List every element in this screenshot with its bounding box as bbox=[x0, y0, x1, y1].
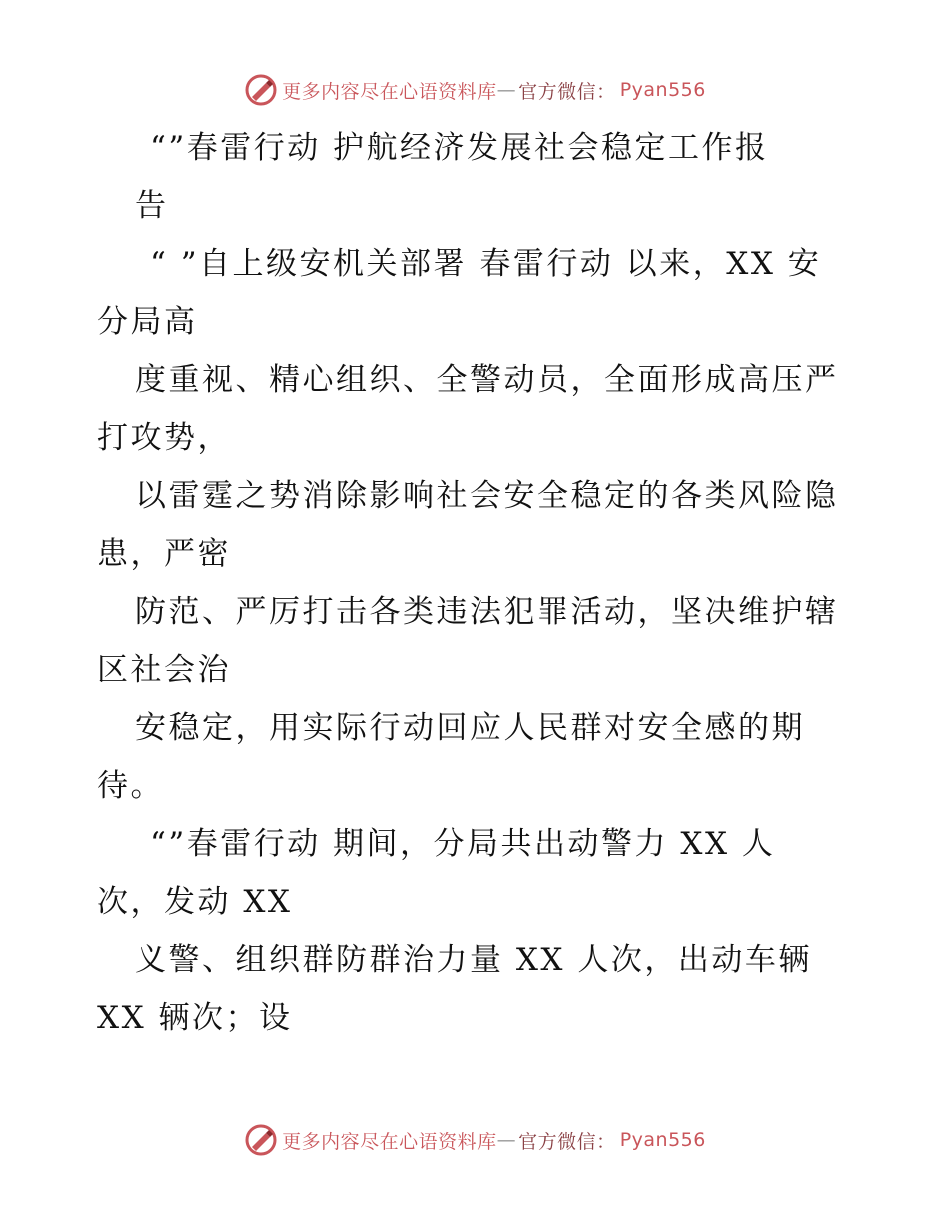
wechat-id: Pyan556 bbox=[619, 79, 706, 101]
doc-line: 分局高 bbox=[97, 304, 198, 340]
doc-line: 防范、严厉打击各类违法犯罪活动，坚决维护辖 bbox=[135, 594, 839, 630]
watermark-footer bbox=[0, 1120, 950, 1160]
doc-line: 安稳定，用实际行动回应人民群对安全感的期 bbox=[135, 710, 805, 746]
watermark-separator: — bbox=[496, 1129, 517, 1151]
doc-line: “”春雷行动 期间，分局共出动警力 XX 人 bbox=[150, 826, 776, 862]
doc-line: 度重视、精心组织、全警动员，全面形成高压严 bbox=[135, 362, 839, 398]
watermark-text: 更多内容尽在心语资料库 bbox=[282, 1130, 497, 1153]
wechat-id: Pyan556 bbox=[619, 1129, 706, 1151]
doc-line: “”春雷行动 护航经济发展社会稳定工作报 bbox=[150, 130, 769, 166]
wechat-label: 官方微信： bbox=[518, 80, 616, 103]
doc-line: “ ”自上级安机关部署 春雷行动 以来，XX 安 bbox=[150, 246, 822, 282]
doc-line: 打攻势， bbox=[97, 420, 231, 456]
doc-line: XX 辆次；设 bbox=[97, 1000, 293, 1036]
doc-line: 待。 bbox=[97, 768, 164, 804]
watermark-text: 更多内容尽在心语资料库 bbox=[282, 80, 497, 103]
watermark-separator: — bbox=[496, 79, 517, 101]
doc-line: 义警、组织群防群治力量 XX 人次，出动车辆 bbox=[135, 942, 812, 978]
pen-logo-icon bbox=[244, 1123, 278, 1157]
doc-line: 告 bbox=[135, 188, 169, 224]
doc-line: 次，发动 XX bbox=[97, 884, 293, 920]
doc-line: 患，严密 bbox=[97, 536, 231, 572]
doc-line: 区社会治 bbox=[97, 652, 231, 688]
wechat-label: 官方微信： bbox=[518, 1130, 616, 1153]
doc-line: 以雷霆之势消除影响社会安全稳定的各类风险隐 bbox=[135, 478, 839, 514]
